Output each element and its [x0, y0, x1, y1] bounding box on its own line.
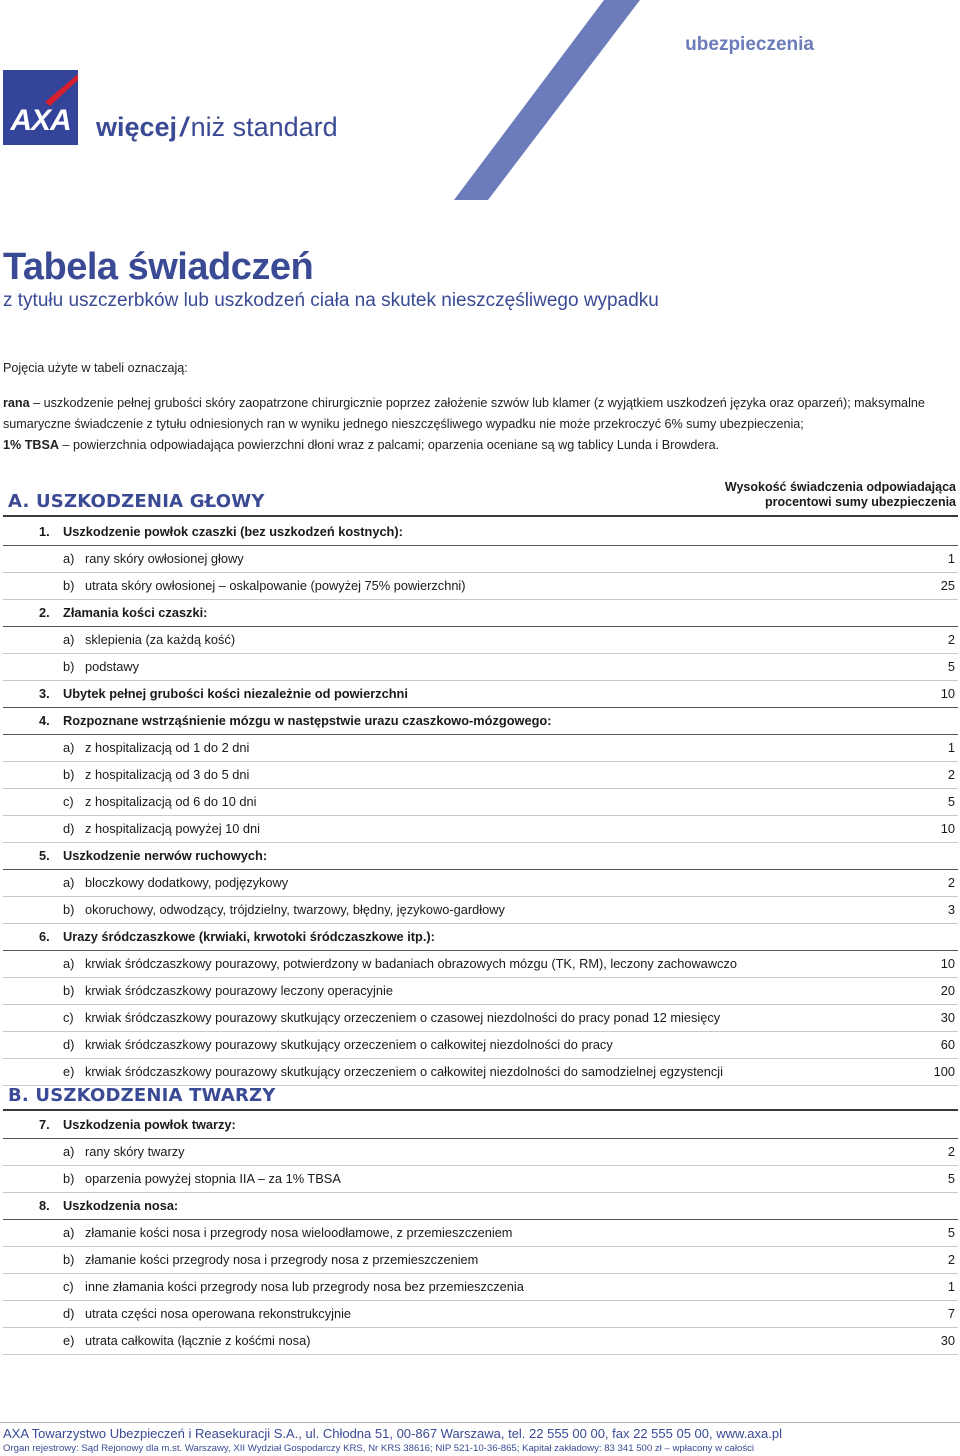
row-letter: a)	[63, 551, 75, 566]
row-letter: c)	[63, 1010, 74, 1025]
table-row	[3, 1247, 958, 1274]
row-number: 6.	[39, 929, 50, 944]
row-label: złamanie kości nosa i przegrody nosa wieloodłamowe, z przemieszczeniem	[85, 1225, 513, 1240]
table-row	[3, 1139, 958, 1166]
section-b-rows	[3, 1112, 958, 1355]
row-label: rany skóry owłosionej głowy	[85, 551, 244, 566]
table-row	[3, 1166, 958, 1193]
table-row	[3, 762, 958, 789]
row-letter: e)	[63, 1064, 75, 1079]
definition-rana	[3, 393, 958, 435]
section-b-rule	[3, 1109, 958, 1111]
table-row	[3, 627, 958, 654]
row-label: inne złamania kości przegrody nosa lub przegrody nosa bez przemieszczenia	[85, 1279, 524, 1294]
table-row	[3, 546, 958, 573]
row-number: 2.	[39, 605, 50, 620]
row-letter: a)	[63, 632, 75, 647]
row-label: utrata całkowita (łącznie z kośćmi nosa)	[85, 1333, 311, 1348]
row-value: 3	[947, 902, 955, 917]
table-row	[3, 735, 958, 762]
row-value: 1	[947, 1279, 955, 1294]
row-label: Złamania kości czaszki:	[63, 605, 208, 620]
definition-tbsa	[3, 435, 958, 456]
row-value: 25	[940, 578, 955, 593]
axa-logo	[3, 70, 78, 145]
table-row	[3, 978, 958, 1005]
row-number: 3.	[39, 686, 50, 701]
table-group-row	[3, 681, 958, 708]
row-letter: a)	[63, 956, 75, 971]
definition-text: – powierzchnia odpowiadająca powierzchni dłoni wraz z palcami; oparzenia oceniane są wg tablicy Lunda i Browdera.	[58, 438, 720, 452]
definition-text: – uszkodzenie pełnej grubości skóry zaopatrzone chirurgicznie poprzez założenie szwów lub klamer (z wyjątkiem uszkodzeń języka oraz oparzeń); maksymalne sumaryczne świadczenie z tytułu odniesionych ran w wyniku jednego nieszczęśliwego wypadku nie może przekroczyć 6% sumy ubezpieczenia;	[3, 396, 925, 431]
value-column-header	[725, 480, 956, 510]
row-label: krwiak śródczaszkowy pourazowy skutkujący orzeczeniem o całkowitej niezdolności do pracy	[85, 1037, 613, 1052]
row-value: 2	[947, 1144, 955, 1159]
row-value: 5	[947, 1171, 955, 1186]
row-value: 30	[940, 1010, 955, 1025]
row-number: 4.	[39, 713, 50, 728]
row-label: Rozpoznane wstrząśnienie mózgu w następstwie urazu czaszkowo-mózgowego:	[63, 713, 552, 728]
table-group-row	[3, 1193, 958, 1220]
row-letter: c)	[63, 794, 74, 809]
row-label: rany skóry twarzy	[85, 1144, 185, 1159]
slogan-bold: więcej	[96, 112, 178, 142]
row-value: 1	[947, 740, 955, 755]
page-subtitle: z tytułu uszczerbków lub uszkodzeń ciała na skutek nieszczęśliwego wypadku	[3, 290, 659, 311]
row-label: z hospitalizacją od 6 do 10 dni	[85, 794, 257, 809]
row-label: z hospitalizacją od 3 do 5 dni	[85, 767, 250, 782]
row-label: Uszkodzenie nerwów ruchowych:	[63, 848, 268, 863]
row-letter: b)	[63, 983, 75, 998]
diagonal-stripe-decoration	[0, 0, 960, 210]
row-value: 7	[947, 1306, 955, 1321]
row-label: utrata skóry owłosionej – oskalpowanie (powyżej 75% powierzchni)	[85, 578, 466, 593]
section-a-rule	[3, 515, 958, 517]
row-letter: b)	[63, 1252, 75, 1267]
row-label: Uszkodzenia nosa:	[63, 1198, 179, 1213]
section-title: A. USZKODZENIA GŁOWY	[8, 491, 265, 512]
section-b-header	[0, 1077, 958, 1111]
row-label: krwiak śródczaszkowy pourazowy leczony operacyjnie	[85, 983, 393, 998]
page-title: Tabela świadczeń	[3, 246, 314, 288]
row-value: 2	[947, 632, 955, 647]
row-label: Uszkodzenia powłok twarzy:	[63, 1117, 236, 1132]
row-letter: a)	[63, 740, 75, 755]
definitions-intro: Pojęcia użyte w tabeli oznaczają:	[3, 361, 188, 375]
row-label: z hospitalizacją od 1 do 2 dni	[85, 740, 250, 755]
column-header-line1: Wysokość świadczenia odpowiadająca	[724, 480, 956, 494]
row-label: krwiak śródczaszkowy pourazowy skutkujący orzeczeniem o czasowej niezdolności do pracy ponad 12 miesięcy	[85, 1010, 721, 1025]
table-row	[3, 1005, 958, 1032]
row-value: 5	[947, 794, 955, 809]
row-value: 5	[947, 659, 955, 674]
row-letter: e)	[63, 1333, 75, 1348]
table-row	[3, 1032, 958, 1059]
row-value: 2	[947, 1252, 955, 1267]
row-value: 60	[940, 1037, 955, 1052]
table-row	[3, 1220, 958, 1247]
table-row	[3, 789, 958, 816]
row-value: 20	[940, 983, 955, 998]
row-value: 2	[947, 875, 955, 890]
row-letter: d)	[63, 1306, 75, 1321]
table-row	[3, 654, 958, 681]
row-value: 1	[947, 551, 955, 566]
row-label: złamanie kości przegrody nosa i przegrody nosa z przemieszczeniem	[85, 1252, 479, 1267]
footer-rule	[0, 1422, 960, 1423]
section-title: B. USZKODZENIA TWARZY	[8, 1085, 276, 1106]
row-label: utrata części nosa operowana rekonstrukcyjnie	[85, 1306, 352, 1321]
table-row	[3, 816, 958, 843]
row-letter: d)	[63, 1037, 75, 1052]
row-letter: b)	[63, 902, 75, 917]
table-row	[3, 897, 958, 924]
definitions	[3, 358, 958, 456]
row-value: 5	[947, 1225, 955, 1240]
row-value: 2	[947, 767, 955, 782]
row-label: bloczkowy dodatkowy, podjęzykowy	[85, 875, 289, 890]
row-number: 1.	[39, 524, 50, 539]
table-group-row	[3, 843, 958, 870]
section-a-header	[0, 480, 958, 516]
row-label: sklepienia (za każdą kość)	[85, 632, 236, 647]
table-row	[3, 1301, 958, 1328]
slogan-rest: niż standard	[190, 112, 338, 142]
row-letter: a)	[63, 1225, 75, 1240]
table-row	[3, 951, 958, 978]
table-group-row	[3, 519, 958, 546]
category-label: ubezpieczenia	[685, 34, 814, 55]
table-row	[3, 870, 958, 897]
row-label: oparzenia powyżej stopnia IIA – za 1% TBSA	[85, 1171, 341, 1186]
row-letter: b)	[63, 578, 75, 593]
footer-registry-info: Organ rejestrowy: Sąd Rejonowy dla m.st. Warszawy, XII Wydział Gospodarczy KRS, Nr KRS 38616; NIP 521-10-36-865; Kapitał zakładowy: 83 341 500 zł – wpłacony w całości	[3, 1443, 755, 1454]
row-letter: b)	[63, 767, 75, 782]
table-group-row	[3, 1112, 958, 1139]
row-label: krwiak śródczaszkowy pourazowy, potwierdzony w badaniach obrazowych mózgu (TK, RM), leczony zachowawczo	[85, 956, 737, 971]
row-label: z hospitalizacją powyżej 10 dni	[85, 821, 260, 836]
row-label: Urazy śródczaszkowe (krwiaki, krwotoki śródczaszkowe itp.):	[63, 929, 435, 944]
row-label: Ubytek pełnej grubości kości niezależnie od powierzchni	[63, 686, 408, 701]
row-number: 8.	[39, 1198, 50, 1213]
definition-term: 1% TBSA	[3, 438, 59, 452]
column-header-line2: procentowi sumy ubezpieczenia	[764, 495, 956, 509]
row-label: Uszkodzenie powłok czaszki (bez uszkodzeń kostnych):	[63, 524, 403, 539]
row-value: 100	[933, 1064, 955, 1079]
table-group-row	[3, 924, 958, 951]
logo-wordmark: AXA	[10, 104, 71, 137]
slogan-slash: /	[180, 112, 188, 142]
table-group-row	[3, 600, 958, 627]
row-label: okoruchowy, odwodzący, trójdzielny, twarzowy, błędny, językowo-gardłowy	[85, 902, 505, 917]
row-letter: c)	[63, 1279, 74, 1294]
footer-company-info: AXA Towarzystwo Ubezpieczeń i Reasekuracji S.A., ul. Chłodna 51, 00-867 Warszawa, tel. 22 555 00 00, fax 22 555 05 00, www.axa.pl	[3, 1426, 782, 1441]
row-letter: b)	[63, 1171, 75, 1186]
row-value: 10	[940, 956, 955, 971]
row-value: 30	[940, 1333, 955, 1348]
row-label: krwiak śródczaszkowy pourazowy skutkujący orzeczeniem o całkowitej niezdolności do samodzielnej egzystencji	[85, 1064, 723, 1079]
row-letter: a)	[63, 1144, 75, 1159]
section-a-rows	[3, 519, 958, 1086]
table-row	[3, 1328, 958, 1355]
row-number: 7.	[39, 1117, 50, 1132]
row-letter: a)	[63, 875, 75, 890]
row-value: 10	[940, 686, 955, 701]
row-value: 10	[940, 821, 955, 836]
slogan	[96, 112, 338, 143]
definition-term: rana	[3, 396, 30, 410]
table-row	[3, 1274, 958, 1301]
row-letter: b)	[63, 659, 75, 674]
row-letter: d)	[63, 821, 75, 836]
table-group-row	[3, 708, 958, 735]
row-number: 5.	[39, 848, 50, 863]
table-row	[3, 573, 958, 600]
row-label: podstawy	[85, 659, 140, 674]
